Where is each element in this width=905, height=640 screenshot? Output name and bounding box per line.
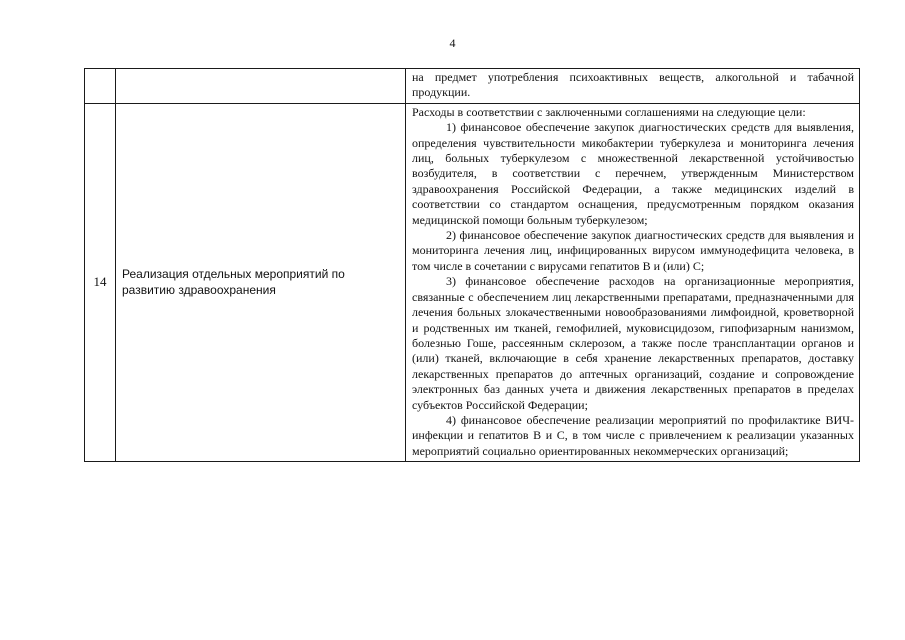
- description-intro: Расходы в соответствии с заключенными соглашениями на следующие цели:: [412, 104, 806, 119]
- description-cell: [406, 103, 860, 461]
- page-number: 4: [449, 36, 456, 50]
- description-cell: [406, 69, 860, 104]
- description-item: 2) финансовое обеспечение закупок диагностических средств для выявления и мониторинга лечения лиц, инфицированных вирусом иммунодефицита человека, в том числе в сочетании с вирусами гепатитов В и (или) С;: [412, 228, 854, 273]
- table-row: [85, 69, 860, 104]
- table-row: [85, 103, 860, 461]
- description-item: 3) финансовое обеспечение расходов на организационные мероприятия, связанные с обеспечением лиц лекарственными препаратами, предназначенными для лечения больных злокачественными новообразованиями лимфоидной, кроветворной и родственных им тканей, гемофилией, муковисцидозом, гипофизарным нанизмом, болезнью Гоше, рассеянным склерозом, а также после трансплантации органов и (или) тканей, включающие в себя хранение лекарственных препаратов, доставку лекарственных препаратов до аптечных организаций, создание и сопровождение электронных баз данных учета и движения лекарственных препаратов в пределах субъектов Российской Федерации;: [412, 274, 854, 412]
- measures-table: [84, 68, 860, 462]
- row-number-cell: [85, 69, 116, 104]
- description-item: 4) финансовое обеспечение реализации мероприятий по профилактике ВИЧ-инфекции и гепатитов В и С, в том числе с привлечением к реализации указанных мероприятий социально ориентированных некоммерческих организаций;: [412, 412, 854, 458]
- measure-name-cell: Реализация отдельных мероприятий по развитию здравоохранения: [116, 103, 406, 461]
- description-paragraph: на предмет употребления психоактивных веществ, алкогольной и табачной продукции.: [412, 70, 854, 100]
- description-item: 1) финансовое обеспечение закупок диагностических средств для выявления, определения чувствительности микобактерии туберкулеза и мониторинга лечения лиц, больных туберкулезом с множественной лекарственной устойчивостью возбудителя, в соответствии с перечнем, утвержденным Министерством здравоохранения Российской Федерации, а также медицинских изделий в соответствии со стандартом оснащения, предусмотренным порядком оказания медицинской помощи больным туберкулезом;: [412, 120, 854, 227]
- row-number-cell: 14: [85, 103, 116, 461]
- measure-name-cell: [116, 69, 406, 104]
